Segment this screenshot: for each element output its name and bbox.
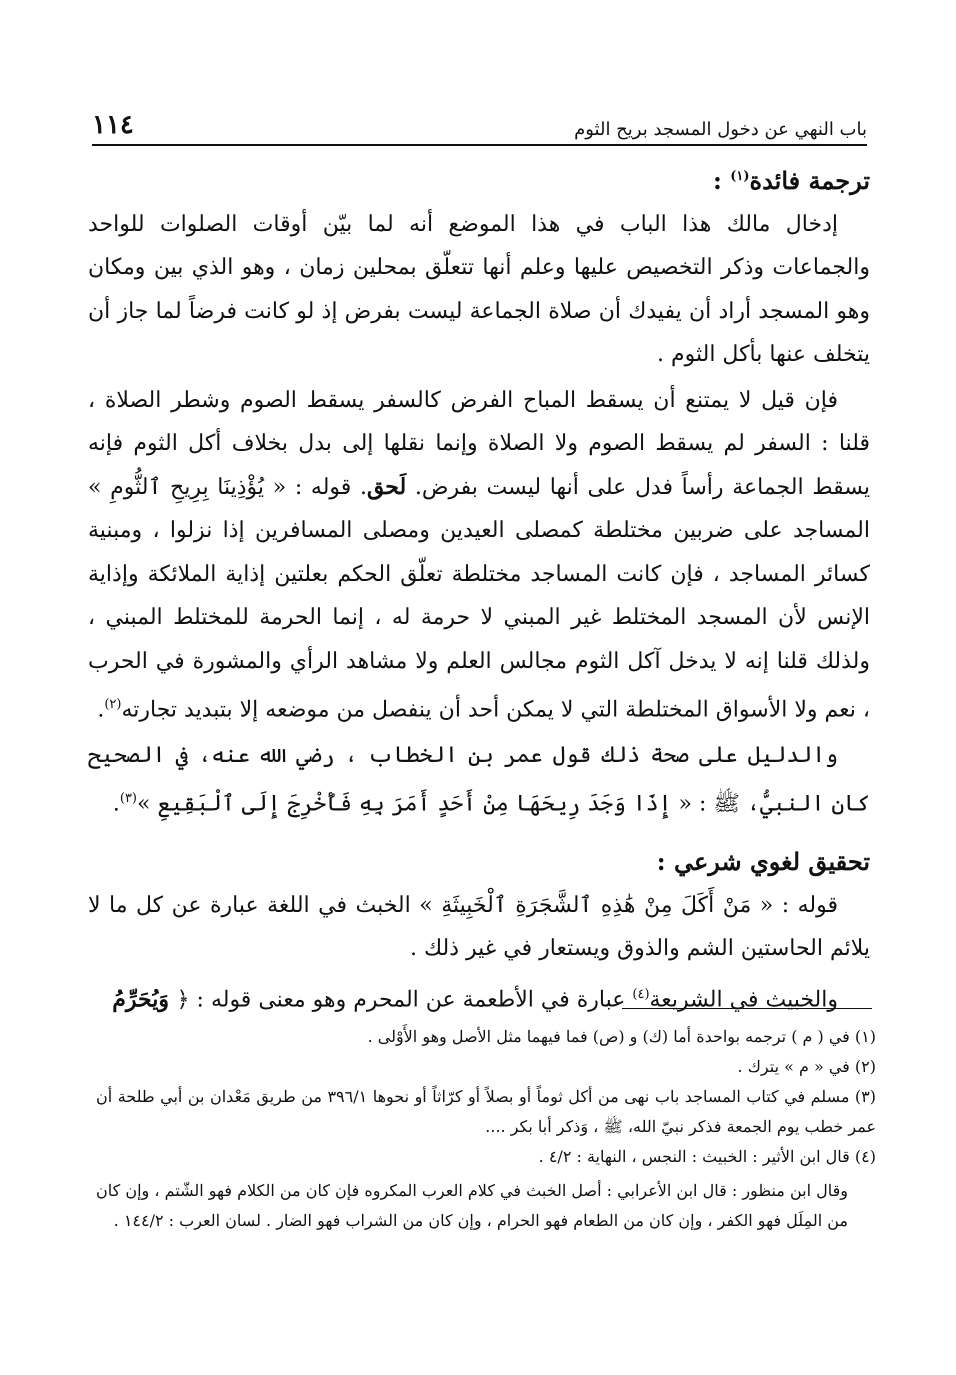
footnote-ref: (٣) <box>119 791 137 807</box>
footnote-3: (٣) مسلم في كتاب المساجد باب نهى من أكل ثوماً أو بصلاً أو كرّاثاً أو نحوها ٣٩٦/١ من طريق مَعْدان بن أبي طلحة أن عمر خطب يوم الجمعة فذكر نبيّ الله، ﷺ ، وَذكر أبا بكر .... <box>96 1087 876 1136</box>
running-header <box>92 100 867 146</box>
footnote-1: (١) في ( م ) ترجمه بواحدة أما (ك) و (ص) فما فيهما مثل الأصل وهو الأَوْلى . <box>367 1027 876 1046</box>
footnote-2: (٢) في « م » يترك . <box>737 1057 876 1076</box>
footnote-4: (٤) قال ابن الأثير : الخبيث : النجس ، النهاية : ٤/٢ . <box>538 1147 876 1166</box>
bold-word: لَحق <box>366 473 407 500</box>
paragraph-4: قوله : « مَنْ أَكَلَ مِنْ هَٰذِهِ ٱلشَّجَرَةِ ٱلْخَبِيثَةِ » الخبث في اللغة عبارة عن كل ما لا يلائم الحاستين الشم والذوق ويستعار في غير ذلك . <box>88 892 870 962</box>
paragraph-3: والدليل على صحة ذلك قول عمر بن الخطاب ، رضي الله عنه، في الصحيح كان النبيُّ، ﷺ : « إِذَا وَجَدَ رِيحَهَا مِنْ أَحَدٍ أَمَرَ بِهِ فَأُخْرِجَ إِلَى ٱلْبَقِيعِ »$^{(٣)}$. <box>88 742 870 817</box>
footnote-ref: (٢) <box>104 697 122 712</box>
section-heading-tarjama: ترجمة فائدة$^{(١)}$ : <box>712 166 870 195</box>
footnote-divider <box>622 1008 872 1009</box>
header-title: باب النهي عن دخول المسجد بريح الثوم <box>574 119 867 140</box>
paragraph-5: والخبيث في الشريعة$^{(٤)}$ عبارة في الأطعمة عن المحرم وهو معنى قوله : ﴿ وَيُحَرِّمُ <box>112 985 838 1012</box>
footnote-4-continued: وقال ابن منظور : قال ابن الأعرابي : أصل الخبث في كلام العرب المكروه فإن كان من الكلام فهو الشّتم ، وإن كان من المِلَل فهو الكفر ، وإن كان من الطعام فهو الحرام ، وإن كان من الشراب فهو الضار . لسان العرب : ١٤٤/٢ . <box>96 1181 848 1230</box>
paragraph-2: فإن قيل لا يمتنع أن يسقط المباح الفرض كالسفر يسقط الصوم وشطر الصلاة ، قلنا : السفر لم يسقط الصوم ولا الصلاة وإنما نقلها إلى بدل بخلاف أكل الثوم فإنه يسقط الجماعة رأساً فدل على أنها ليست بفرض. لَحق. قوله : « يُؤْذِينَا بِرِيحِ ٱلثُّومِ » المساجد على ضربين مختلطة كمصلى العيدين ومصلى المسافرين إذا نزلوا ، ومبنية كسائر المساجد ، فإن كانت المساجد مختلطة تعلّق الحكم بعلتين إذاية الملائكة وإذاية الإنس لأن المسجد المختلط غير المبني لا حرمة له ، إنما الحرمة للمختلط المبني ، ولذلك قلنا إنه لا يدخل آكل الثوم مجالس العلم ولا مشاهد الرأي والمشورة في الحرب ، نعم ولا الأسواق المختلطة التي لا يمكن أحد أن ينفصل من موضعه إلا بتبديد تجارته$^{(٢)}$. <box>88 387 870 723</box>
footnote-ref: (٤) <box>632 986 650 1002</box>
paragraph-1: إدخال مالك هذا الباب في هذا الموضع أنه لما بيّن أوقات الصلوات للواحد والجماعات وذكر التخصيص عليها وعلم أنها تتعلّق بمحلين زمان ، وهو الذي بين ومكان وهو المسجد أراد أن يفيدك أن صلاة الجماعة ليست بفرض إذ لو كانت فرضاً لما جاز أن يتخلف عنها بأكل الثوم . <box>88 211 870 367</box>
main-text <box>88 155 870 1021</box>
footnote-ref: (١) <box>730 169 750 184</box>
footnotes <box>96 1022 876 1236</box>
page-number: ١١٤ <box>92 110 134 140</box>
section-heading-tahqiq: تحقيق لغوي شرعي : <box>656 847 870 877</box>
bold-word: وَيُحَرِّمُ <box>112 985 177 1012</box>
